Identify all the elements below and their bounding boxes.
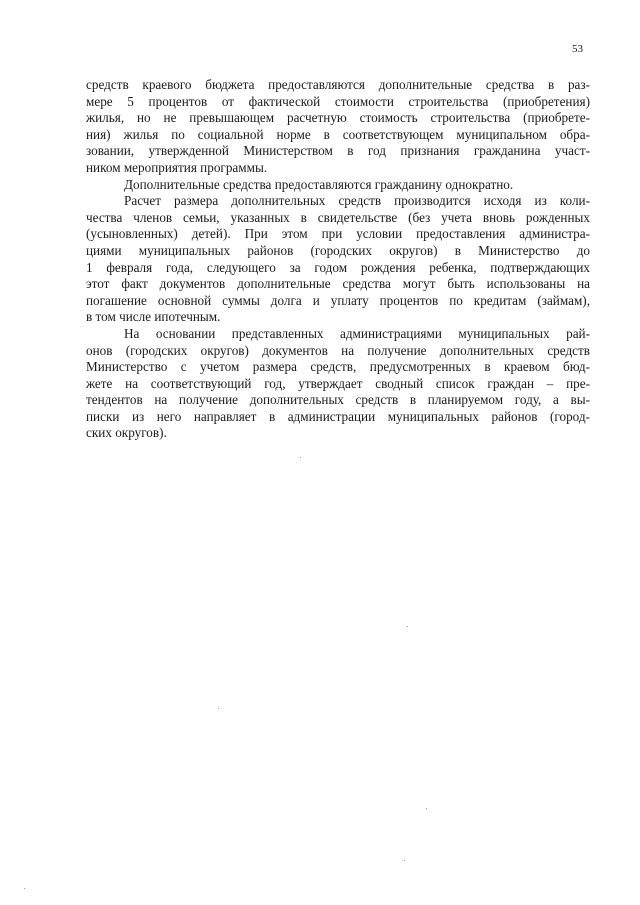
scan-speck [407,626,408,627]
text-line: мере 5 процентов от фактической стоимости строительства (приобретения) [86,93,590,109]
scan-speck [24,888,25,889]
text-line: Расчет размера дополнительных средств производится исходя из коли- [124,193,590,209]
scan-speck [404,860,405,861]
paragraph [86,193,590,326]
text-line: жете на соответствующий год, утверждает сводный список граждан – пре- [86,375,590,391]
text-line: чества членов семьи, указанных в свидетельстве (без учета вновь рожденных [86,209,590,225]
text-line: тендентов на получение дополнительных средств в планируемом году, а вы- [86,392,590,408]
text-line: в том числе ипотечным. [86,309,221,325]
text-line: ских округов). [86,425,167,441]
text-line: этот факт документов дополнительные средства могут быть использованы на [86,276,590,292]
scan-speck [300,457,301,458]
paragraph [86,177,590,194]
text-line: зовании, утвержденной Министерством в год признания гражданина участ- [86,143,590,159]
text-line: ником мероприятия программы. [86,159,268,175]
text-line: погашение основной суммы долга и уплату процентов по кредитам (займам), [86,292,590,308]
text-line: На основании представленных администрациями муниципальных рай- [124,325,590,341]
text-line: средств краевого бюджета предоставляются дополнительные средства в раз- [86,77,590,92]
text-line: Дополнительные средства предоставляются гражданину однократно. [124,176,514,192]
text-line: жилья, но не превышающем расчетную стоимость строительства (приобрете- [86,110,590,126]
text-line: циями муниципальных районов (городских округов) в Министерство до [86,242,590,258]
text-line: Министерство с учетом размера средств, предусмотренных в краевом бюд- [86,359,590,375]
document-body [86,77,590,442]
paragraph [86,77,590,177]
scan-speck [218,708,219,709]
scan-speck [426,808,427,809]
page-number: 53 [572,43,583,55]
text-line: 1 февраля года, следующего за годом рождения ребенка, подтверждающих [86,259,590,275]
text-line: (усыновленных) детей). При этом при условии предоставления администра- [86,226,590,242]
text-line: писки из него направляет в администрации муниципальных районов (город- [86,408,590,424]
text-line: ния) жилья по социальной норме в соответствующем муниципальном обра- [86,126,590,142]
text-line: онов (городских округов) документов на получение дополнительных средств [86,342,590,358]
paragraph [86,326,590,442]
